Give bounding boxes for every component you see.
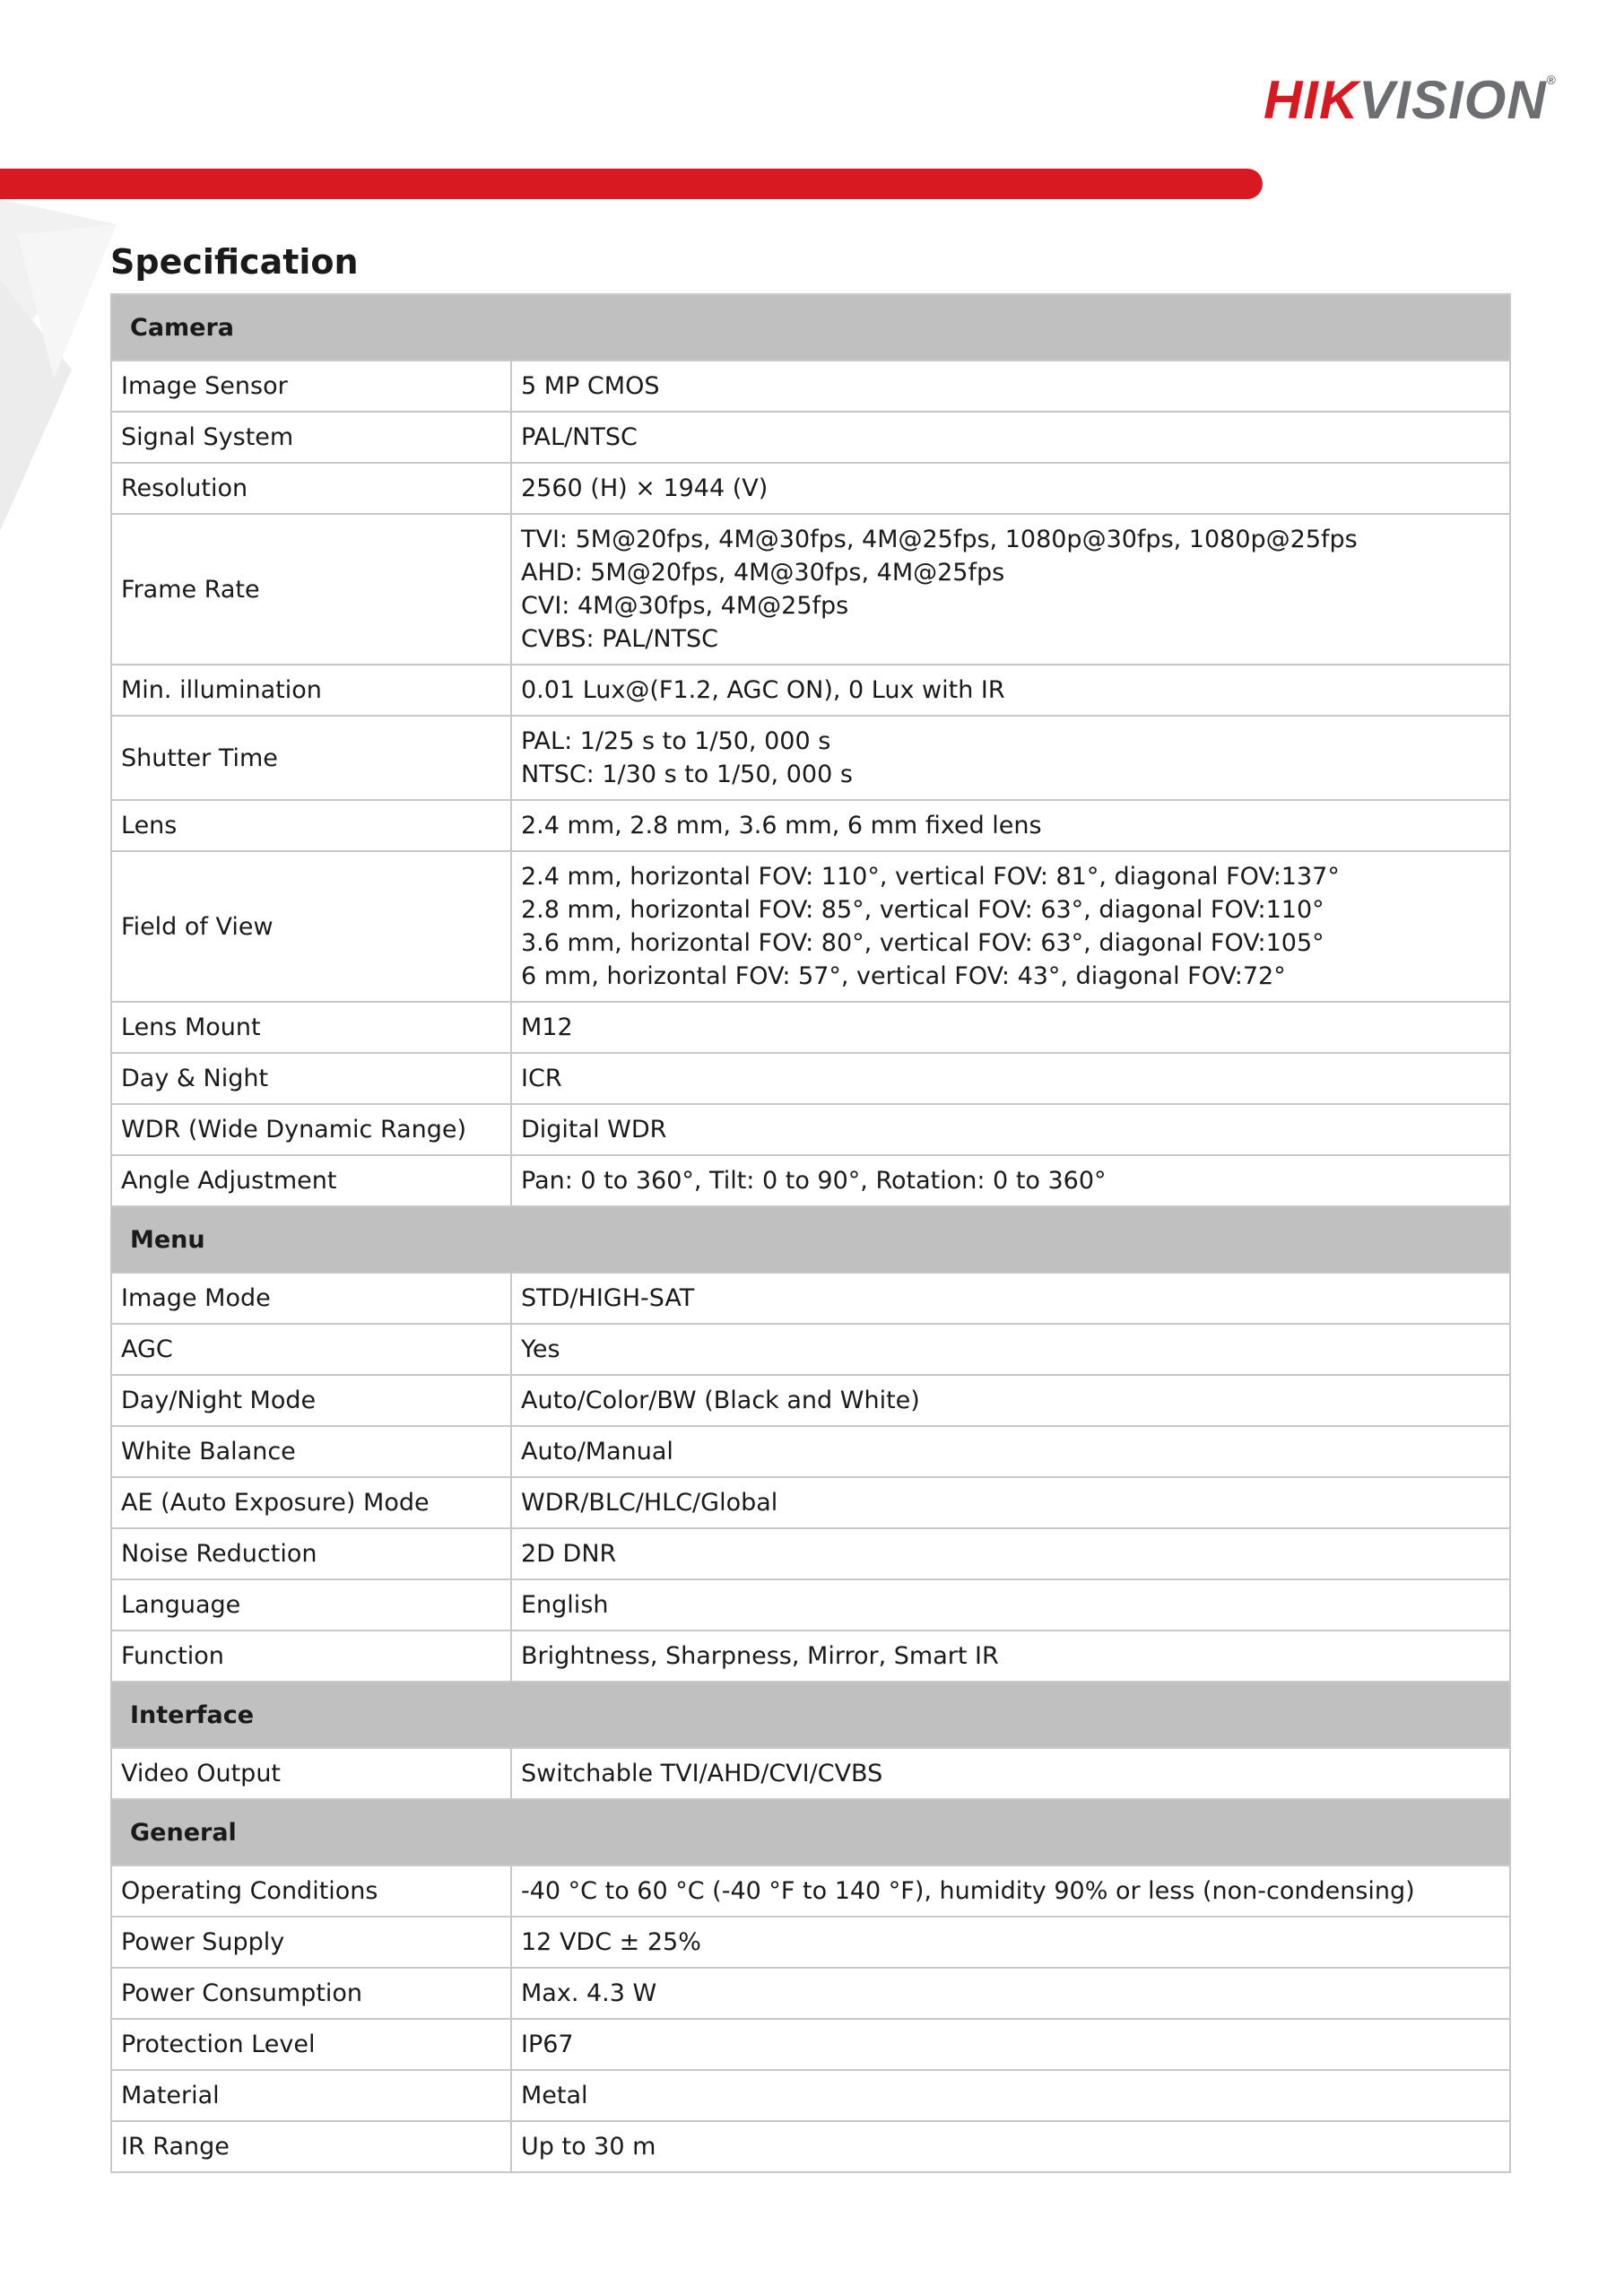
spec-value xyxy=(511,1968,1510,2019)
table-row xyxy=(111,1528,1510,1579)
spec-value xyxy=(511,2070,1510,2121)
spec-value-line: ICR xyxy=(521,1065,562,1092)
section-header-interface xyxy=(111,1682,1510,1748)
spec-value xyxy=(511,1155,1510,1206)
spec-value-line: 2D DNR xyxy=(521,1540,617,1568)
spec-value-line: M12 xyxy=(521,1013,573,1041)
spec-value xyxy=(511,851,1510,1002)
decorative-triangles xyxy=(0,199,126,531)
spec-label: Operating Conditions xyxy=(111,1866,511,1917)
specification-table xyxy=(110,293,1511,2173)
spec-value xyxy=(511,800,1510,851)
section-header-label: Camera xyxy=(111,294,1510,361)
spec-value xyxy=(511,1579,1510,1631)
spec-value-line: PAL: 1/25 s to 1/50, 000 s xyxy=(521,727,831,755)
table-row xyxy=(111,463,1510,514)
spec-value-line: 2560 (H) × 1944 (V) xyxy=(521,474,769,502)
section-header-label: Menu xyxy=(111,1206,1510,1273)
table-row xyxy=(111,2019,1510,2070)
table-row xyxy=(111,1273,1510,1324)
spec-label: Lens xyxy=(111,800,511,851)
spec-label: Field of View xyxy=(111,851,511,1002)
spec-label: Image Mode xyxy=(111,1273,511,1324)
table-row xyxy=(111,800,1510,851)
spec-label: Power Consumption xyxy=(111,1968,511,2019)
spec-label: Lens Mount xyxy=(111,1002,511,1053)
section-header-general xyxy=(111,1799,1510,1866)
spec-label: Day/Night Mode xyxy=(111,1375,511,1426)
spec-value xyxy=(511,412,1510,463)
spec-value xyxy=(511,1002,1510,1053)
table-row xyxy=(111,1579,1510,1631)
spec-value-line: English xyxy=(521,1591,609,1619)
spec-value-line: Metal xyxy=(521,2082,588,2109)
spec-value xyxy=(511,1375,1510,1426)
spec-value xyxy=(511,2019,1510,2070)
spec-label: Angle Adjustment xyxy=(111,1155,511,1206)
table-row xyxy=(111,851,1510,1002)
spec-label: Material xyxy=(111,2070,511,2121)
spec-value xyxy=(511,1426,1510,1477)
spec-value-line: 3.6 mm, horizontal FOV: 80°, vertical FOV: 63°, diagonal FOV:105° xyxy=(521,929,1324,957)
spec-value-line: Switchable TVI/AHD/CVI/CVBS xyxy=(521,1760,883,1787)
table-row xyxy=(111,1155,1510,1206)
spec-value xyxy=(511,1917,1510,1968)
spec-label: Frame Rate xyxy=(111,514,511,665)
spec-label: IR Range xyxy=(111,2121,511,2172)
spec-label: Language xyxy=(111,1579,511,1631)
spec-label: Video Output xyxy=(111,1748,511,1799)
table-row xyxy=(111,1002,1510,1053)
spec-value xyxy=(511,665,1510,716)
table-row xyxy=(111,1917,1510,1968)
page-title: Specification xyxy=(110,242,359,282)
spec-value xyxy=(511,1104,1510,1155)
spec-value-line: Max. 4.3 W xyxy=(521,1979,657,2007)
spec-value xyxy=(511,1866,1510,1917)
spec-label: AGC xyxy=(111,1324,511,1375)
table-row xyxy=(111,1426,1510,1477)
table-row xyxy=(111,665,1510,716)
table-row xyxy=(111,361,1510,412)
spec-value-line: 2.4 mm, horizontal FOV: 110°, vertical FOV: 81°, diagonal FOV:137° xyxy=(521,863,1340,891)
logo-part-2: VISION xyxy=(1359,70,1547,130)
spec-label: Protection Level xyxy=(111,2019,511,2070)
spec-value-line: Auto/Color/BW (Black and White) xyxy=(521,1387,920,1414)
spec-value-line: Pan: 0 to 360°, Tilt: 0 to 90°, Rotation: 0 to 360° xyxy=(521,1167,1107,1195)
table-row xyxy=(111,2121,1510,2172)
spec-value-line: 12 VDC ± 25% xyxy=(521,1928,701,1956)
spec-label: Min. illumination xyxy=(111,665,511,716)
table-row xyxy=(111,1477,1510,1528)
table-row xyxy=(111,716,1510,800)
spec-value-line: IP67 xyxy=(521,2031,574,2058)
spec-value-line: PAL/NTSC xyxy=(521,423,638,451)
spec-value-line: NTSC: 1/30 s to 1/50, 000 s xyxy=(521,761,853,788)
spec-value-line: Yes xyxy=(521,1335,560,1363)
spec-value-line: Auto/Manual xyxy=(521,1438,673,1465)
logo-registered-mark: ® xyxy=(1546,73,1557,87)
spec-value-line: Up to 30 m xyxy=(521,2133,656,2161)
table-row xyxy=(111,1053,1510,1104)
table-row xyxy=(111,1748,1510,1799)
spec-value xyxy=(511,514,1510,665)
table-row xyxy=(111,412,1510,463)
spec-label: WDR (Wide Dynamic Range) xyxy=(111,1104,511,1155)
section-header-label: Interface xyxy=(111,1682,1510,1748)
spec-label: Function xyxy=(111,1631,511,1682)
spec-label: Day & Night xyxy=(111,1053,511,1104)
spec-value-line: 5 MP CMOS xyxy=(521,372,660,400)
spec-value-line: STD/HIGH-SAT xyxy=(521,1284,695,1312)
spec-value-line: 2.4 mm, 2.8 mm, 3.6 mm, 6 mm fixed lens xyxy=(521,812,1042,839)
header-red-bar xyxy=(0,169,1263,199)
table-row xyxy=(111,514,1510,665)
spec-value-line: 2.8 mm, horizontal FOV: 85°, vertical FOV: 63°, diagonal FOV:110° xyxy=(521,896,1324,924)
logo-part-1: HIK xyxy=(1263,70,1359,130)
spec-value xyxy=(511,1273,1510,1324)
section-header-camera xyxy=(111,294,1510,361)
spec-value-line: 6 mm, horizontal FOV: 57°, vertical FOV: 43°, diagonal FOV:72° xyxy=(521,962,1286,990)
hikvision-logo xyxy=(1263,70,1557,130)
spec-value xyxy=(511,361,1510,412)
spec-label: Signal System xyxy=(111,412,511,463)
table-row xyxy=(111,1968,1510,2019)
spec-value xyxy=(511,1631,1510,1682)
spec-value xyxy=(511,1528,1510,1579)
spec-value-line: CVI: 4M@30fps, 4M@25fps xyxy=(521,592,849,620)
spec-value xyxy=(511,716,1510,800)
spec-label: Shutter Time xyxy=(111,716,511,800)
section-header-label: General xyxy=(111,1799,1510,1866)
spec-value xyxy=(511,1477,1510,1528)
spec-value xyxy=(511,2121,1510,2172)
spec-value-line: WDR/BLC/HLC/Global xyxy=(521,1489,778,1517)
spec-value-line: Digital WDR xyxy=(521,1116,667,1144)
table-row xyxy=(111,2070,1510,2121)
spec-label: Power Supply xyxy=(111,1917,511,1968)
spec-label: Noise Reduction xyxy=(111,1528,511,1579)
spec-label: White Balance xyxy=(111,1426,511,1477)
table-row xyxy=(111,1375,1510,1426)
table-row xyxy=(111,1324,1510,1375)
spec-value-line: Brightness, Sharpness, Mirror, Smart IR xyxy=(521,1642,999,1670)
spec-value-line: TVI: 5M@20fps, 4M@30fps, 4M@25fps, 1080p@30fps, 1080p@25fps xyxy=(521,526,1358,553)
spec-label: Image Sensor xyxy=(111,361,511,412)
spec-value xyxy=(511,1324,1510,1375)
table-row xyxy=(111,1631,1510,1682)
spec-value-line: CVBS: PAL/NTSC xyxy=(521,625,719,653)
section-header-menu xyxy=(111,1206,1510,1273)
table-row xyxy=(111,1866,1510,1917)
spec-label: AE (Auto Exposure) Mode xyxy=(111,1477,511,1528)
table-row xyxy=(111,1104,1510,1155)
spec-label: Resolution xyxy=(111,463,511,514)
spec-value-line: 0.01 Lux@(F1.2, AGC ON), 0 Lux with IR xyxy=(521,676,1005,704)
spec-value-line: AHD: 5M@20fps, 4M@30fps, 4M@25fps xyxy=(521,559,1005,587)
spec-value xyxy=(511,1748,1510,1799)
spec-value-line: -40 °C to 60 °C (-40 °F to 140 °F), humidity 90% or less (non-condensing) xyxy=(521,1877,1415,1905)
spec-value xyxy=(511,463,1510,514)
spec-value xyxy=(511,1053,1510,1104)
